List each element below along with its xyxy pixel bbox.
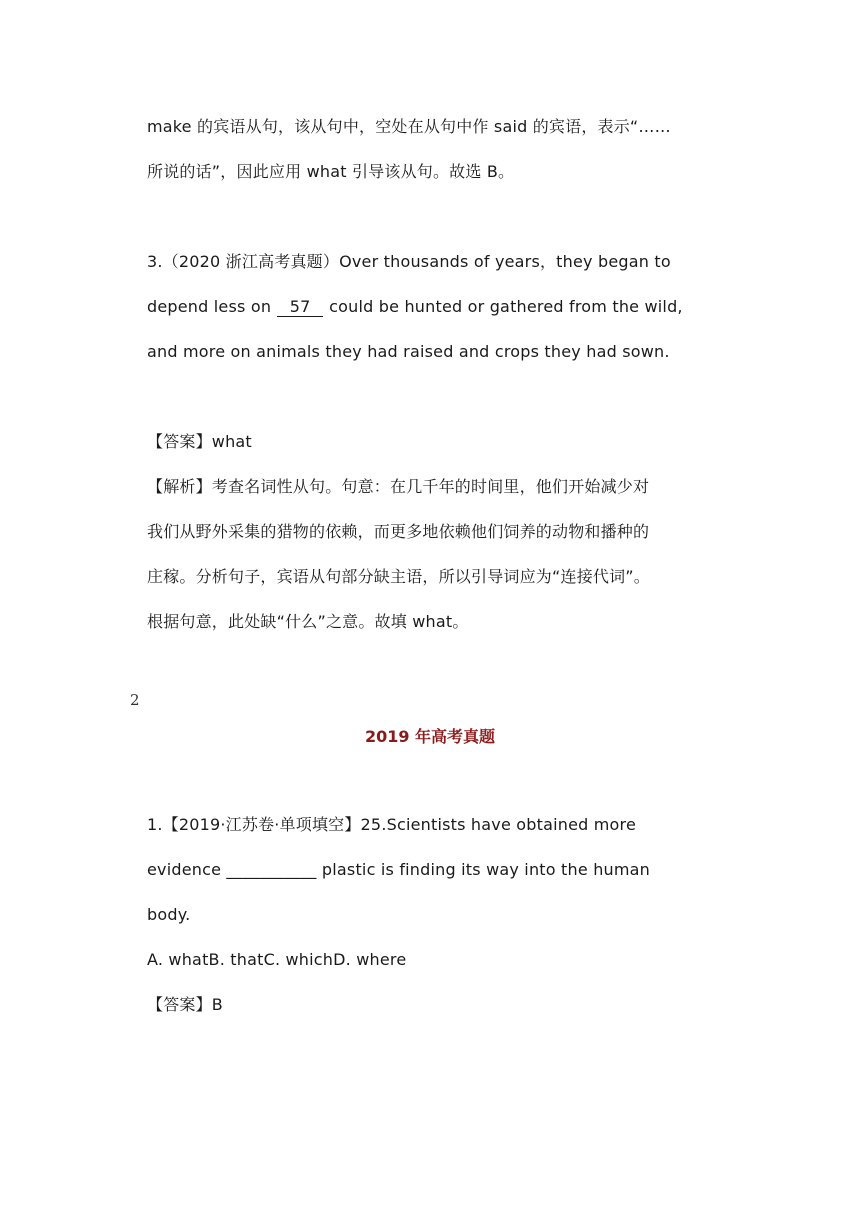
- question-1-answer: 【答案】B: [147, 995, 223, 1014]
- question-3-analysis-line-2: 我们从野外采集的猎物的依赖，而更多地依赖他们饲养的动物和播种的: [147, 522, 650, 541]
- question-1-line-3: body.: [147, 905, 191, 924]
- question-3-analysis-line-1: 【解析】考查名词性从句。句意：在几千年的时间里，他们开始减少对: [147, 477, 650, 496]
- question-3-analysis-line-4: 根据句意，此处缺“什么”之意。故填 what。: [147, 612, 469, 631]
- question-3-line-2: [147, 296, 683, 318]
- question-1-options: A. whatB. thatC. whichD. where: [147, 950, 407, 969]
- question-3-answer: 【答案】what: [147, 432, 252, 451]
- question-3-blank: 57: [277, 298, 323, 317]
- prev-explanation-line-1: make 的宾语从句，该从句中，空处在从句中作 said 的宾语，表示“……: [147, 117, 671, 136]
- question-3-text-after-blank: could be hunted or gathered from the wild,: [329, 297, 683, 316]
- question-3-line-1: 3.（2020 浙江高考真题）Over thousands of years，they began to: [147, 252, 671, 271]
- question-3-text-before-blank: depend less on: [147, 297, 272, 316]
- page-number: 2: [130, 691, 140, 709]
- question-1-line-1: 1.【2019·江苏卷·单项填空】25.Scientists have obtained more: [147, 815, 637, 834]
- question-3-line-3: and more on animals they had raised and crops they had sown.: [147, 342, 670, 361]
- question-3-analysis-line-3: 庄稼。分析句子，宾语从句部分缺主语，所以引导词应为“连接代词”。: [147, 567, 650, 586]
- section-title: 2019 年高考真题: [364, 727, 496, 746]
- prev-explanation-line-2: 所说的话”，因此应用 what 引导该从句。故选 B。: [147, 162, 515, 181]
- question-1-line-2: evidence ___________ plastic is finding its way into the human: [147, 860, 651, 879]
